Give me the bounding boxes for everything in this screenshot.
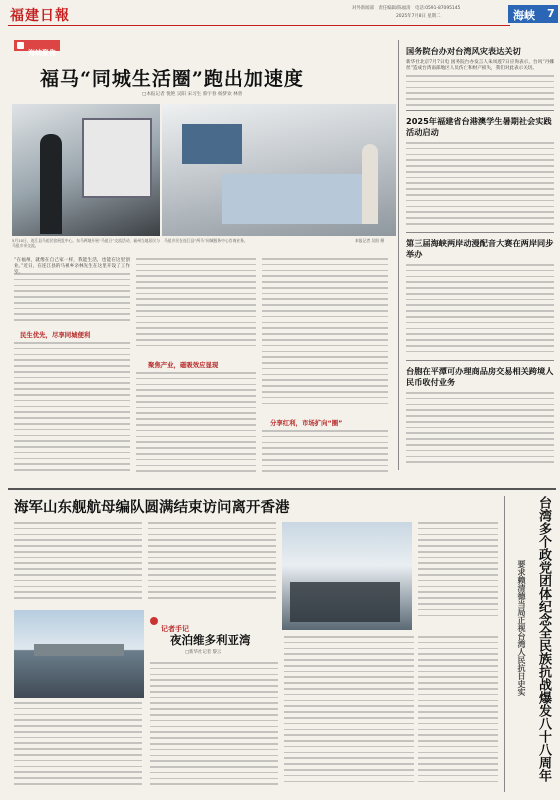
vertical-divider — [504, 496, 505, 792]
person-figure — [40, 134, 62, 234]
navy-column-3 — [418, 522, 498, 628]
navy-photo-2 — [282, 522, 412, 630]
column-kicker: 记者手记 — [161, 625, 189, 633]
ship-shape — [34, 644, 124, 656]
vertical-subheadline: 要求赖清德当局正视台湾人民抗日史实 — [517, 560, 526, 696]
right-story-4-title: 台胞在平潭可办理商品房交易相关跨境人民币收付业务 — [406, 366, 554, 387]
column-divider — [398, 40, 399, 470]
main-column-2b — [136, 372, 256, 480]
newspaper-logo: 福建日報 — [10, 8, 70, 24]
photo-right — [162, 104, 396, 236]
lower-column-4 — [418, 636, 498, 794]
section-name: 海峡 — [513, 9, 535, 22]
kicker-label: 海峡聚焦 — [28, 49, 56, 57]
vertical-headline: 台湾多个政党团体纪念全民族抗战爆发八十八周年 — [536, 496, 551, 782]
right-story-2-body — [406, 142, 554, 230]
navy-headline: 海军山东舰航母编队圆满结束访问离开香港 — [14, 499, 290, 516]
lower-column-1 — [14, 702, 142, 794]
counter-shape — [222, 174, 362, 224]
main-column-1b — [14, 342, 130, 480]
main-column-3 — [262, 258, 388, 414]
navy-column-2 — [148, 522, 276, 608]
lower-column-2 — [150, 662, 278, 794]
right-story-3-title: 第三届海峡两岸动漫配音大赛在两岸同步举办 — [406, 238, 554, 259]
subhead-3: 分享红利，市场扩向“圈” — [270, 419, 343, 427]
main-byline: □本报记者 悦艳 吴阳 宋习生 蔡宇春 杨梦欢 林曾 — [142, 92, 243, 97]
screen-shape — [182, 124, 242, 164]
person-figure-right — [362, 144, 378, 224]
column-title: 夜泊维多利亚湾 — [170, 633, 251, 647]
photo-left — [12, 104, 160, 236]
pen-icon — [150, 617, 158, 625]
subhead-1: 民生优先，尽享同城便利 — [20, 331, 91, 339]
photo-right-caption: 马祖乡民在连江县“两马”同城服务中心咨询业务。 — [164, 238, 248, 243]
masthead-info: 对外新闻部 责任编辑/陈福清 电话:0591-87095145 — [352, 6, 461, 11]
masthead-rule — [8, 25, 510, 26]
masthead-date: 2025年7月8日 星期二 — [396, 14, 441, 19]
right-divider-3 — [406, 360, 554, 361]
board-shape — [82, 118, 152, 198]
page-number: 7 — [547, 7, 555, 20]
main-column-3b — [262, 430, 388, 480]
section-kicker — [14, 40, 60, 57]
section-tab — [508, 5, 558, 23]
main-headline: 福马“同城生活圈”跑出加速度 — [40, 68, 304, 90]
navy-column-1 — [14, 522, 142, 608]
right-story-1-body — [406, 75, 554, 107]
right-story-1-title: 国务院台办对台湾风灾表达关切 — [406, 46, 521, 56]
column-kicker-box — [150, 616, 192, 633]
right-story-3-body — [406, 264, 554, 360]
subhead-2: 聚焦产业，磁吸效应显现 — [148, 361, 219, 369]
right-story-1-text: 新华社北京7月7日电 国务院台办发言人朱凤莲7日应询表示，台风“丹娜丝”造成台湾南部地区人员伤亡和财产损失，我们对此表示关切。 — [406, 60, 554, 72]
main-column-1 — [14, 273, 130, 327]
right-story-2-title: 2025年福建省台港澳学生暑期社会实践活动启动 — [406, 116, 552, 137]
crowd-shape — [290, 582, 400, 622]
right-story-4-body — [406, 392, 554, 472]
masthead — [0, 0, 560, 28]
column-byline: □新华社记者 黎云 — [185, 650, 222, 655]
lower-column-3 — [284, 636, 414, 794]
right-divider-2 — [406, 232, 554, 233]
right-divider-1 — [406, 110, 554, 111]
navy-photo — [14, 610, 144, 698]
photo-left-caption: 5月10日，连江县马祖民宿展览中心，东马两地开展“马祖日”交流活动，福州当地居民与马祖乡亲交流。 — [12, 238, 160, 248]
kicker-icon — [17, 42, 24, 49]
photo-credit: 本报记者 吴阳 摄 — [355, 238, 384, 243]
main-lead-text: “在福州，就像在自己家一样，我能生活，也能在这里创业。”近日，在连江县的马祖乡亲林先生在这里开设了工作 — [14, 258, 130, 270]
main-column-2 — [136, 258, 256, 354]
horizontal-rule — [8, 488, 556, 490]
